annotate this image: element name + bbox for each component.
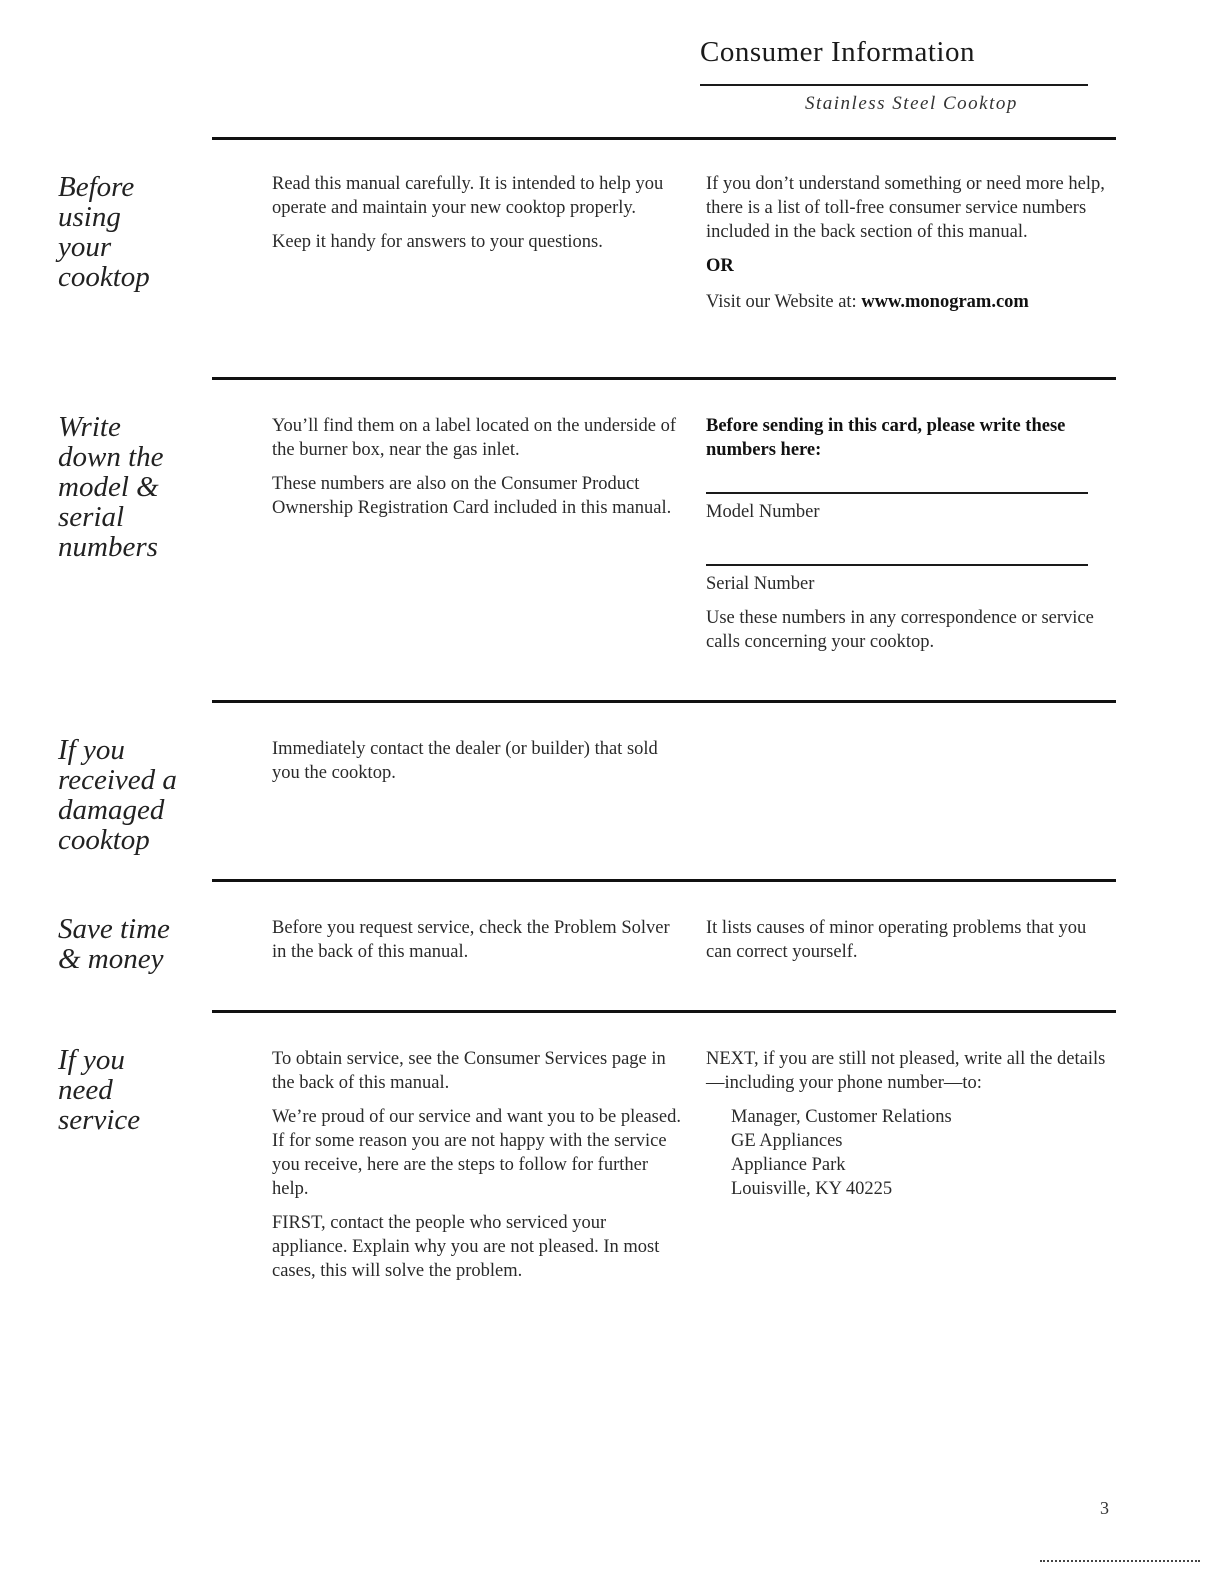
section-divider: [212, 700, 1116, 703]
section-text-right: It lists causes of minor operating problems that you can correct yourself.: [706, 918, 1087, 962]
section-text-left: To obtain service, see the Consumer Services page in the back of this manual. We’re proud of our service and want you to be pleased. If for some reason you are not happy with the service you receive, here are the steps to follow for further help. FIRST, contact the people who serviced your appliance. Explain why you are not pleased. In most cases, this will solve the problem.: [272, 1049, 681, 1281]
section-text-right: Before sending in this card, please write these numbers here: Model Number Serial Number Use these numbers in any correspondence or service calls concerning your cooktop.: [706, 414, 1116, 664]
model-number-label: Model Number: [706, 502, 820, 522]
page-number: 3: [1100, 1498, 1109, 1518]
section-text-left: Read this manual carefully. It is intended to help you operate and maintain your new cooktop properly. Keep it handy for answers to your questions.: [272, 174, 664, 252]
serial-number-label: Serial Number: [706, 574, 815, 594]
page-title: Consumer Information: [700, 36, 975, 68]
section-text-left: You’ll find them on a label located on the underside of the burner box, near the gas inlet. These numbers are also on the Consumer Product Ownership Registration Card included in this manual.: [272, 416, 677, 518]
section-divider: [212, 377, 1116, 380]
registration-intro: Before sending in this card, please write these numbers here:: [706, 416, 1066, 460]
section-text-left: Immediately contact the dealer (or builder) that sold you the cooktop.: [272, 739, 658, 783]
section-heading-need-service: If you need service: [58, 1044, 141, 1136]
website-line: Visit our Website at: www.monogram.com: [706, 292, 1029, 312]
footer-dotted-line: [1040, 1560, 1200, 1564]
header-divider: [700, 84, 1088, 86]
section-text-right: If you don’t understand something or need more help, there is a list of toll-free consumer service numbers included in the back section of this manual. OR Visit our Website at: www.monogram.com: [706, 172, 1116, 324]
section-heading-model-serial: Write down the model & serial numbers: [58, 411, 164, 563]
section-heading-before-using: Before using your cooktop: [58, 171, 150, 293]
section-heading-damaged: If you received a damaged cooktop: [58, 734, 177, 856]
section-text-right: NEXT, if you are still not pleased, write all the details—including your phone number—to: Manager, Customer Relations GE Appliances Appliance Park Louisville, KY 40225: [706, 1047, 1116, 1201]
page-subtitle: Stainless Steel Cooktop: [805, 93, 1018, 114]
section-divider: [212, 879, 1116, 882]
section-divider: [212, 1010, 1116, 1013]
model-number-field[interactable]: [706, 492, 1088, 494]
section-heading-save-time: Save time & money: [58, 913, 170, 975]
mailing-address: Manager, Customer Relations GE Appliances Appliance Park Louisville, KY 40225: [731, 1107, 952, 1199]
section-divider: [212, 137, 1116, 140]
section-text-left: Before you request service, check the Problem Solver in the back of this manual.: [272, 918, 670, 962]
website-link[interactable]: www.monogram.com: [861, 292, 1029, 312]
serial-number-field[interactable]: [706, 564, 1088, 566]
